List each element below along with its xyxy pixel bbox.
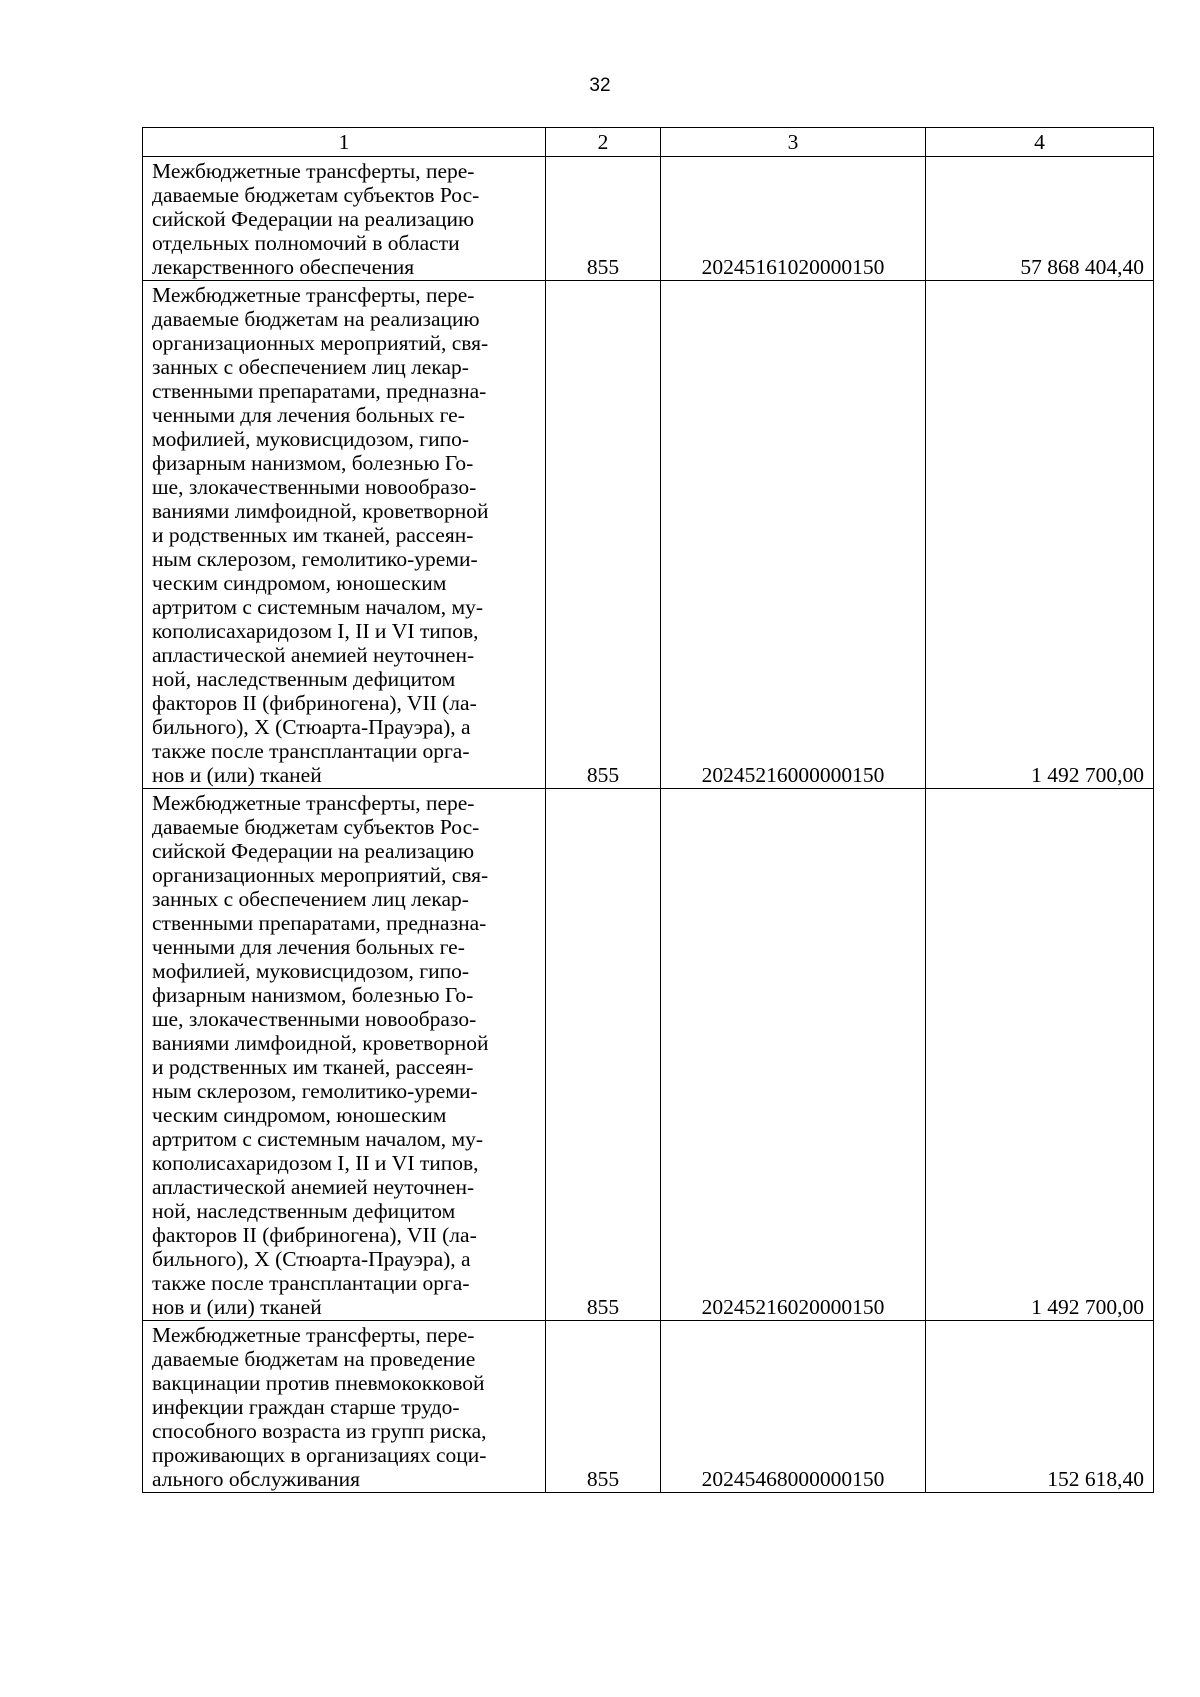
row-description [143, 157, 546, 281]
description-line: занных с обеспечением лиц лекар- [152, 887, 469, 911]
description-line: также после трансплантации орга- [152, 1271, 470, 1295]
description-line: Межбюджетные трансферты, пере- [152, 283, 475, 307]
description-line: ченными для лечения больных ге- [152, 935, 465, 959]
row-admin-code: 855 [546, 281, 661, 789]
description-line: организационных мероприятий, свя- [152, 863, 489, 887]
description-line: ше, злокачественными новообразо- [152, 1007, 477, 1031]
description-line: способного возраста из групп риска, [152, 1419, 487, 1443]
budget-table [142, 127, 1154, 1493]
description-line: лекарственного обеспечения [152, 255, 415, 279]
description-line: также после трансплантации орга- [152, 739, 470, 763]
row-budget-code: 20245216000000150 [661, 281, 926, 789]
row-amount: 1 492 700,00 [926, 789, 1154, 1321]
description-line: факторов II (фибриногена), VII (ла- [152, 1223, 477, 1247]
row-budget-code: 20245468000000150 [661, 1321, 926, 1493]
description-line: даваемые бюджетам на проведение [152, 1347, 476, 1371]
description-line: организационных мероприятий, свя- [152, 331, 489, 355]
row-admin-code: 855 [546, 789, 661, 1321]
description-line: нов и (или) тканей [152, 763, 322, 787]
column-header-3: 3 [661, 128, 926, 157]
row-budget-code: 20245216020000150 [661, 789, 926, 1321]
description-line: проживающих в организациях соци- [152, 1443, 487, 1467]
description-line: ваниями лимфоидной, кроветворной [152, 499, 489, 523]
description-line: мофилией, муковисцидозом, гипо- [152, 959, 469, 983]
description-line: ственными препаратами, предназна- [152, 379, 487, 403]
description-line: ального обслуживания [152, 1467, 361, 1491]
description-line: даваемые бюджетам на реализацию [152, 307, 480, 331]
column-header-4: 4 [926, 128, 1154, 157]
description-line: инфекции граждан старше трудо- [152, 1395, 460, 1419]
table-row [143, 157, 1154, 281]
description-line: ваниями лимфоидной, кроветворной [152, 1031, 489, 1055]
description-line: отдельных полномочий в области [152, 231, 460, 255]
description-line: ственными препаратами, предназна- [152, 911, 487, 935]
description-line: апластической анемией неуточнен- [152, 1175, 475, 1199]
description-line: ческим синдромом, юношеским [152, 571, 447, 595]
row-description [143, 281, 546, 789]
table-row [143, 281, 1154, 789]
description-line: артритом с системным началом, му- [152, 1127, 484, 1151]
description-line: даваемые бюджетам субъектов Рос- [152, 815, 480, 839]
description-line: ше, злокачественными новообразо- [152, 475, 477, 499]
description-line: нов и (или) тканей [152, 1295, 322, 1319]
page-number: 32 [589, 75, 611, 96]
row-admin-code: 855 [546, 1321, 661, 1493]
row-amount: 152 618,40 [926, 1321, 1154, 1493]
description-line: кополисахаридозом I, II и VI типов, [152, 619, 479, 643]
description-line: ной, наследственным дефицитом [152, 1199, 456, 1223]
description-line: апластической анемией неуточнен- [152, 643, 475, 667]
table-row [143, 1321, 1154, 1493]
row-description [143, 789, 546, 1321]
description-line: ческим синдромом, юношеским [152, 1103, 447, 1127]
description-line: вакцинации против пневмококковой [152, 1371, 485, 1395]
description-line: физарным нанизмом, болезнью Го- [152, 983, 474, 1007]
row-amount: 57 868 404,40 [926, 157, 1154, 281]
row-admin-code: 855 [546, 157, 661, 281]
description-line: и родственных им тканей, рассеян- [152, 523, 474, 547]
description-line: физарным нанизмом, болезнью Го- [152, 451, 474, 475]
description-line: бильного), X (Стюарта-Прауэра), а [152, 715, 471, 739]
row-budget-code: 20245161020000150 [661, 157, 926, 281]
table-header-row [143, 128, 1154, 157]
description-line: бильного), X (Стюарта-Прауэра), а [152, 1247, 471, 1271]
description-line: Межбюджетные трансферты, пере- [152, 791, 475, 815]
description-line: факторов II (фибриногена), VII (ла- [152, 691, 477, 715]
description-line: ченными для лечения больных ге- [152, 403, 465, 427]
column-header-2: 2 [546, 128, 661, 157]
description-line: Межбюджетные трансферты, пере- [152, 159, 475, 183]
row-description [143, 1321, 546, 1493]
description-line: Межбюджетные трансферты, пере- [152, 1323, 475, 1347]
table-row [143, 789, 1154, 1321]
description-line: кополисахаридозом I, II и VI типов, [152, 1151, 479, 1175]
description-line: ной, наследственным дефицитом [152, 667, 456, 691]
description-line: сийской Федерации на реализацию [152, 839, 475, 863]
description-line: занных с обеспечением лиц лекар- [152, 355, 469, 379]
column-header-1: 1 [143, 128, 546, 157]
description-line: артритом с системным началом, му- [152, 595, 484, 619]
description-line: сийской Федерации на реализацию [152, 207, 475, 231]
description-line: ным склерозом, гемолитико-уреми- [152, 1079, 478, 1103]
description-line: даваемые бюджетам субъектов Рос- [152, 183, 480, 207]
table-body [143, 157, 1154, 1493]
description-line: и родственных им тканей, рассеян- [152, 1055, 474, 1079]
description-line: ным склерозом, гемолитико-уреми- [152, 547, 478, 571]
description-line: мофилией, муковисцидозом, гипо- [152, 427, 469, 451]
row-amount: 1 492 700,00 [926, 281, 1154, 789]
